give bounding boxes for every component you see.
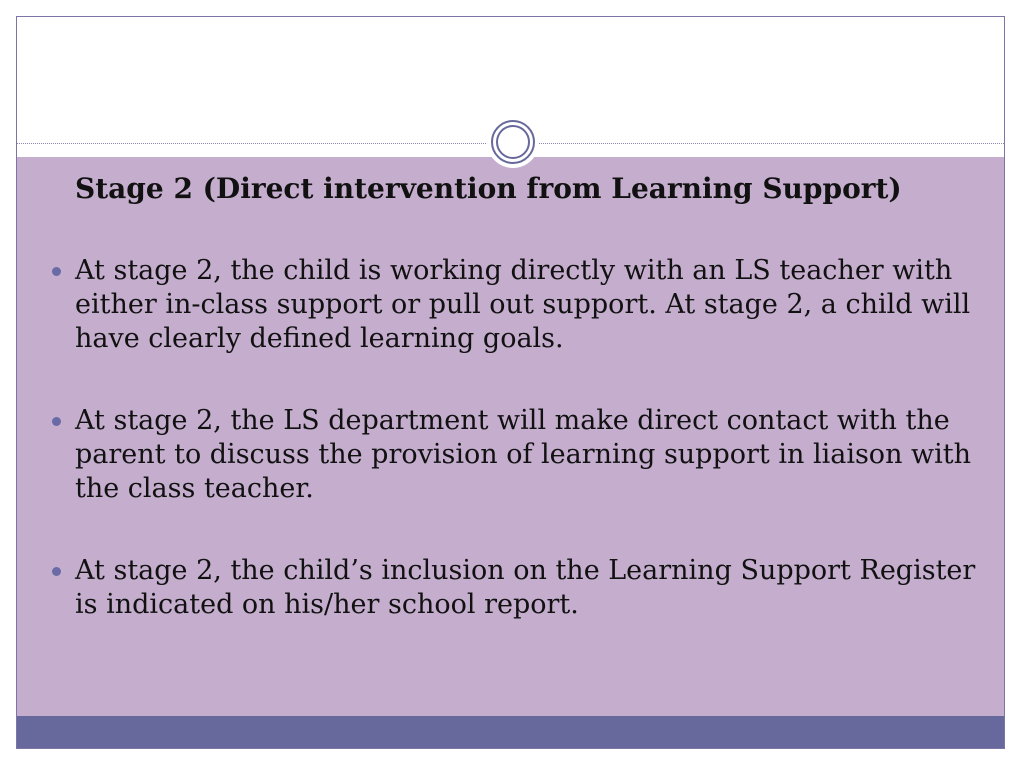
bullet-item [75, 554, 985, 622]
slide-body [75, 172, 985, 670]
bullet-text: At stage 2, the child is working directly with an LS teacher with either in-class support or pull out support. At stage 2, a child will have clearly defined learning goals. [75, 255, 971, 354]
bullet-item [75, 254, 985, 356]
bullet-dot-icon [52, 267, 61, 276]
bullet-text: At stage 2, the child’s inclusion on the Learning Support Register is indicated on his/her school report. [75, 555, 976, 620]
slide-heading: Stage 2 (Direct intervention from Learning Support) [75, 172, 902, 205]
bullet-text: At stage 2, the LS department will make direct contact with the parent to discuss the provision of learning support in liaison with the class teacher. [75, 405, 972, 504]
double-ring-icon [487, 116, 539, 168]
bullet-dot-icon [52, 567, 61, 576]
bullet-dot-icon [52, 417, 61, 426]
inner-ring [496, 125, 530, 159]
bullet-item [75, 404, 985, 506]
slide [16, 16, 1005, 749]
bullet-list [75, 254, 985, 622]
footer-band [17, 716, 1004, 749]
